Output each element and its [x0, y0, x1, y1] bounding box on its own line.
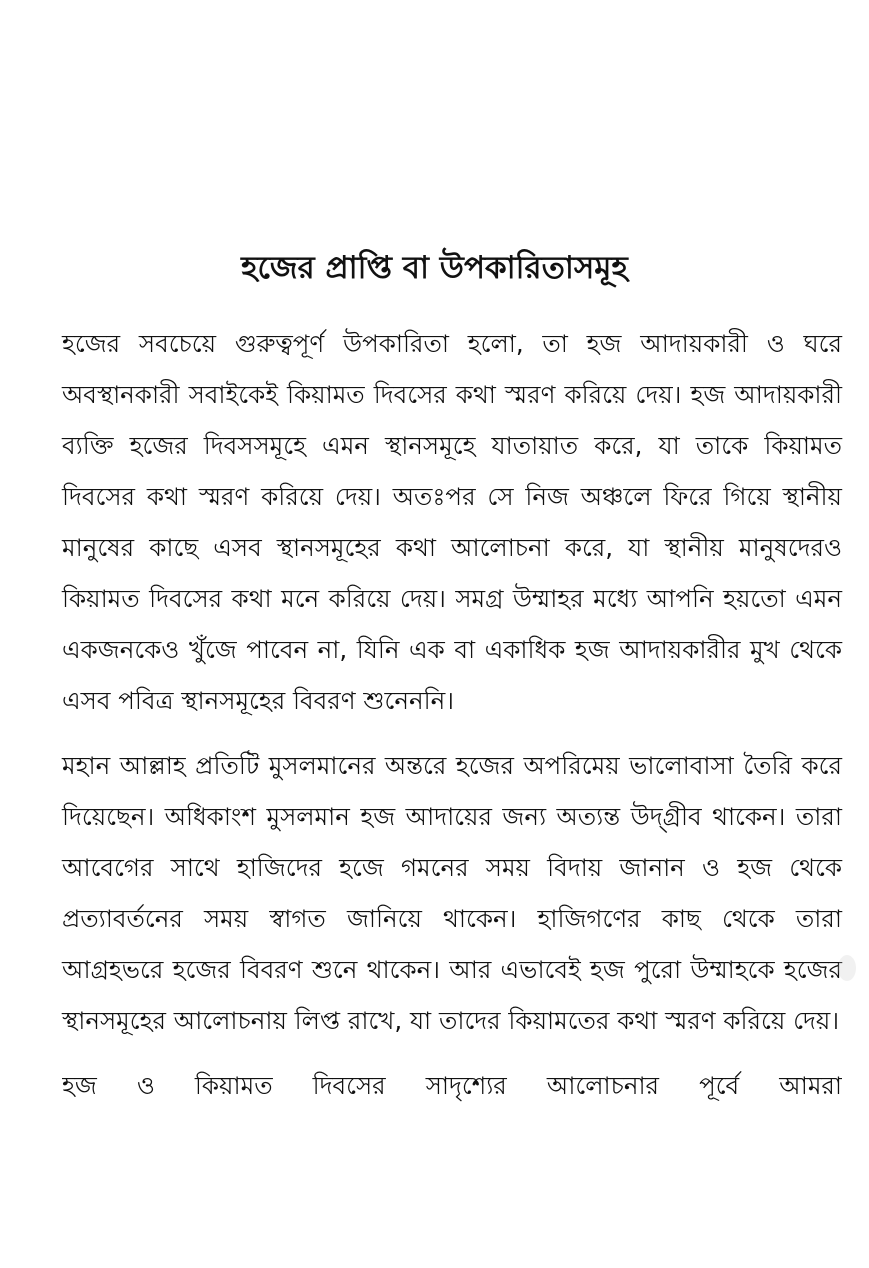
body-text: [62, 318, 842, 1125]
paragraph-3: হজ ও কিয়ামত দিবসের সাদৃশ্যের আলোচনার পূর্বে আমরা: [62, 1071, 842, 1100]
paragraph-2: মহান আল্লাহ প্রতিটি মুসলমানের অন্তরে হজের অপরিমেয় ভালোবাসা তৈরি করে দিয়েছেন। অধিকাংশ মুসলমান হজ আদায়ের জন্য অত্যন্ত উদ্‌গ্রীব থাকেন। তারা আবেগের সাথে হাজিদের হজে গমনের সময় বিদায় জানান ও হজ থেকে প্রত্যাবর্তনের সময় স্বাগত জানিয়ে থাকেন। হাজিগণের কাছ থেকে তারা আগ্রহভরে হজের বিবরণ শুনে থাকেন। আর এভাবেই হজ পুরো উম্মাহকে হজের স্থানসমূহের আলোচনায় লিপ্ত রাখে, যা তাদের কিয়ামতের কথা স্মরণ করিয়ে দেয়।: [62, 751, 842, 1035]
paragraph-1: হজের সবচেয়ে গুরুত্বপূর্ণ উপকারিতা হলো, তা হজ আদায়কারী ও ঘরে অবস্থানকারী সবাইকেই কিয়ামত দিবসের কথা স্মরণ করিয়ে দেয়। হজ আদায়কারী ব্যক্তি হজের দিবসসমূহে এমন স্থানসমূহে যাতায়াত করে, যা তাকে কিয়ামত দিবসের কথা স্মরণ করিয়ে দেয়। অতঃপর সে নিজ অঞ্চলে ফিরে গিয়ে স্থানীয় মানুষের কাছে এসব স্থানসমূহের কথা আলোচনা করে, যা স্থানীয় মানুষদেরও কিয়ামত দিবসের কথা মনে করিয়ে দেয়। সমগ্র উম্মাহর মধ্যে আপনি হয়তো এমন একজনকেও খুঁজে পাবেন না, যিনি এক বা একাধিক হজ আদায়কারীর মুখ থেকে এসব পবিত্র স্থানসমূহের বিবরণ শুনেননি।: [62, 329, 842, 715]
page-title: হজের প্রাপ্তি বা উপকারিতাসমূহ: [241, 250, 628, 286]
page-smudge: [838, 955, 856, 981]
